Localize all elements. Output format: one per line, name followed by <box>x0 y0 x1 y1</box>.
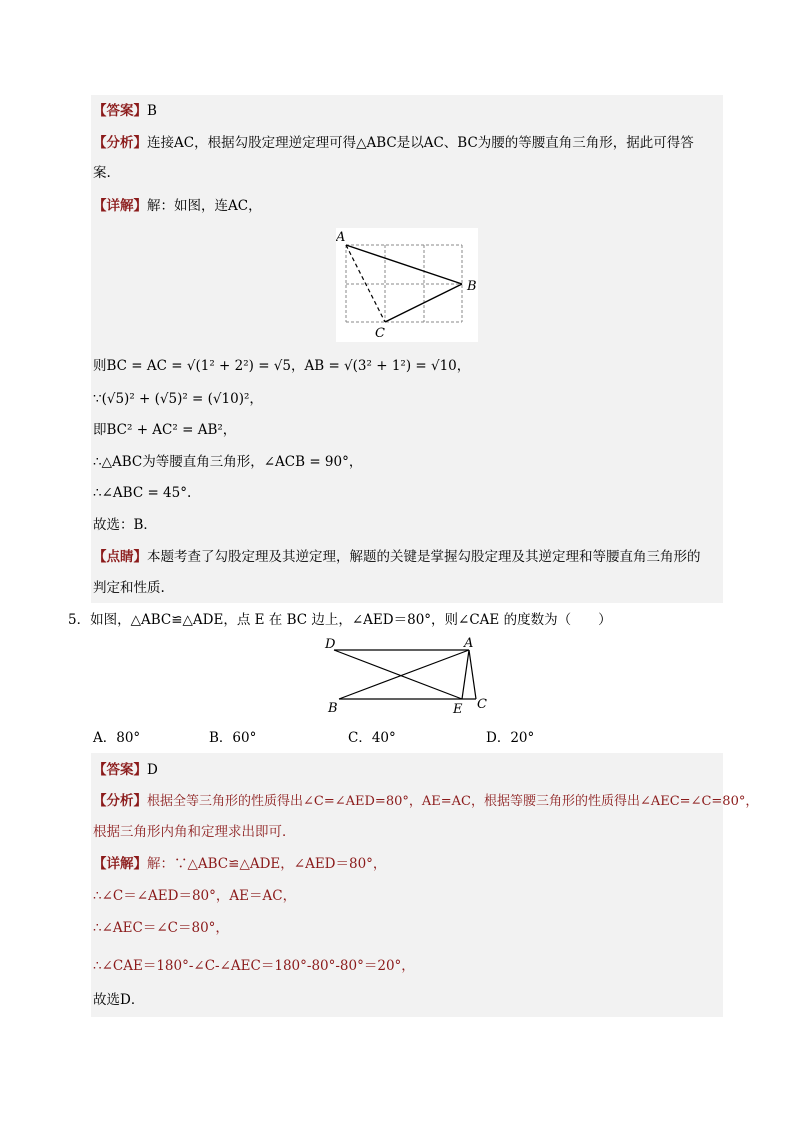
q4-calc-3: 即BC² + AC² = AB²， <box>93 422 237 438</box>
q5-choose: 故选D． <box>93 992 145 1008</box>
detail-tag: 【详解】 <box>93 856 147 872</box>
q5-triangle-figure <box>322 634 492 716</box>
segment-ae <box>462 650 469 699</box>
q5-detail-line-1 <box>93 854 386 874</box>
q4-calc-5: ∴∠ABC = 45°. <box>93 485 192 501</box>
q5-analysis-line-1 <box>93 791 758 812</box>
detail-tag: 【详解】 <box>93 198 147 214</box>
point-e-label: E <box>453 702 463 716</box>
answer-tag: 【答案】 <box>93 103 147 119</box>
q4-answer-line <box>93 101 157 121</box>
q5-detail-line-3: ∴∠AEC＝∠C＝80°， <box>93 920 229 936</box>
point-d-label: D <box>325 637 336 652</box>
analysis-tag: 【分析】 <box>93 793 147 809</box>
comment-tag: 【点睛】 <box>93 549 147 565</box>
q5-analysis-line-2: 根据三角形内角和定理求出即可． <box>93 824 296 840</box>
option-d: D．20° <box>486 730 535 746</box>
answer-value: D <box>147 762 158 778</box>
q5-question: 5．如图，△ABC≌△ADE，点 E 在 BC 边上，∠AED＝80°，则∠CAE 的度数为（ ） <box>68 612 612 628</box>
q4-calc-2: ∵(√5)² + (√5)² = (√10)²， <box>93 391 263 407</box>
option-a: A．80° <box>93 730 141 746</box>
q5-answer-line <box>93 760 158 780</box>
segment-ba <box>339 650 469 699</box>
q4-comment-line-1 <box>93 547 701 567</box>
q4-choose: 故选：B． <box>93 517 157 533</box>
point-a-label: A <box>464 636 474 651</box>
q4-calc-1: 则BC = AC = √(1² + 2²) = √5，AB = √(3² + 1²) = √10， <box>93 358 471 374</box>
comment-text: 本题考查了勾股定理及其逆定理，解题的关键是掌握勾股定理及其逆定理和等腰直角三角形的 <box>147 549 701 565</box>
point-b-label: B <box>467 279 477 294</box>
option-b: B．60° <box>209 730 257 746</box>
q4-calc-4: ∴△ABC为等腰直角三角形，∠ACB = 90°， <box>93 454 363 470</box>
point-b-label: B <box>328 701 338 716</box>
q5-detail-line-2: ∴∠C＝∠AED＝80°，AE＝AC， <box>93 888 297 904</box>
detail-text: 解：∵△ABC≌△ADE，∠AED＝80°， <box>147 856 387 872</box>
q4-solution-block <box>91 95 723 603</box>
q4-analysis-line-2: 案. <box>93 165 111 181</box>
q4-analysis-line-1 <box>93 133 694 153</box>
segment-de <box>334 650 462 699</box>
detail-text: 解：如图，连AC， <box>147 198 262 214</box>
segment-ac <box>469 650 476 699</box>
q5-detail-line-4: ∴∠CAE＝180°-∠C-∠AEC＝180°-80°-80°＝20°， <box>93 958 415 974</box>
option-c: C．40° <box>348 730 396 746</box>
point-c-label: C <box>375 326 385 341</box>
answer-value: B <box>147 103 157 119</box>
answer-tag: 【答案】 <box>93 762 147 778</box>
q4-comment-line-2: 判定和性质. <box>93 580 165 596</box>
analysis-text: 根据全等三角形的性质得出∠C=∠AED=80°，AE=AC，根据等腰三角形的性质得出∠AEC=∠C=80°， <box>147 794 759 809</box>
point-c-label: C <box>477 697 487 712</box>
analysis-tag: 【分析】 <box>93 135 147 151</box>
analysis-text: 连接AC，根据勾股定理逆定理可得△ABC是以AC、BC为腰的等腰直角三角形，据此可得答 <box>147 135 694 151</box>
q4-detail-line <box>93 196 262 216</box>
point-a-label: A <box>336 230 346 245</box>
q4-grid-figure <box>336 228 478 342</box>
